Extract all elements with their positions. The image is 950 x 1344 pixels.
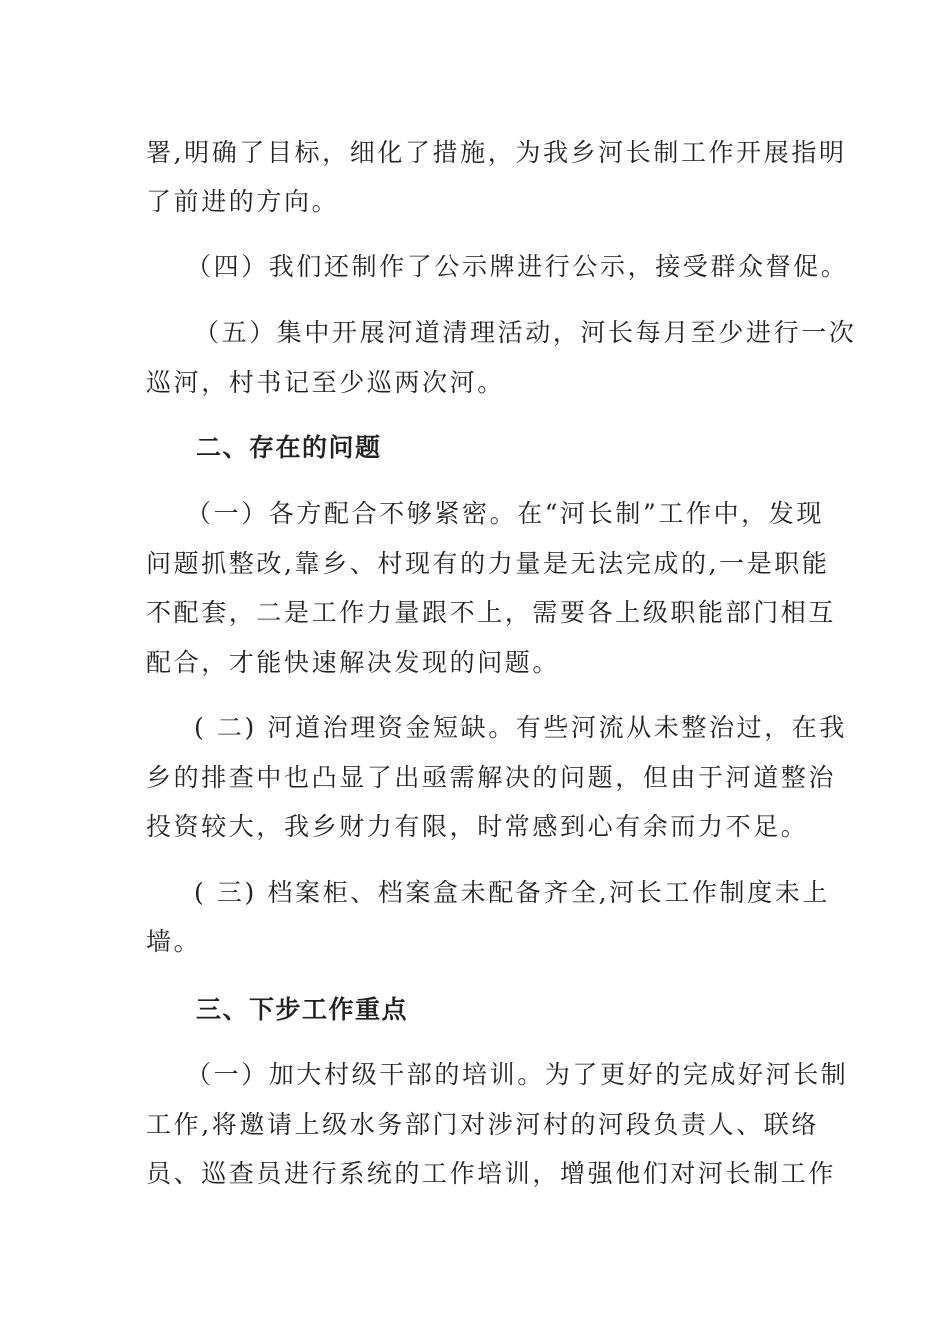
paragraph-line: ( 二) 河道治理资金短缺。有些河流从未整治过，在我 [194,713,848,742]
paragraph-line: （一）加大村级干部的培训。为了更好的完成好河长制 [186,1060,849,1089]
section-heading: 三、下步工作重点 [196,995,409,1024]
paragraph-line: 了前进的方向。 [146,187,340,216]
paragraph-line: ( 三) 档案柜、档案盒未配备齐全,河长工作制度未上 [194,878,830,907]
paragraph-line: 投资较大，我乡财力有限，时常感到心有余而力不足。 [146,812,809,841]
section-heading: 二、存在的问题 [196,433,382,462]
paragraph-line: 员、巡查员进行系统的工作培训，增强他们对河长制工作 [146,1159,837,1188]
paragraph-line: （四）我们还制作了公示牌进行公示，接受群众督促。 [186,252,849,281]
paragraph-line: 乡的排查中也凸显了出亟需解决的问题，但由于河道整治 [146,763,837,792]
paragraph-line: （一）各方配合不够紧密。在“河长制”工作中，发现 [186,499,824,528]
paragraph-line: 署,明确了目标，细化了措施，为我乡河长制工作开展指明 [146,138,847,167]
paragraph-line: 配合，才能快速解决发现的问题。 [146,648,561,677]
paragraph-line: 问题抓整改,靠乡、村现有的力量是无法完成的,一是职能 [146,549,830,578]
paragraph-line: （五）集中开展河道清理活动，河长每月至少进行一次 [194,318,857,347]
paragraph-line: 不配套，二是工作力量跟不上，需要各上级职能部门相互 [146,598,837,627]
paragraph-line: 巡河，村书记至少巡两次河。 [146,368,505,397]
paragraph-line: 工作,将邀请上级水务部门对涉河村的河段负责人、联络 [146,1110,819,1139]
paragraph-line: 墙。 [146,927,202,956]
